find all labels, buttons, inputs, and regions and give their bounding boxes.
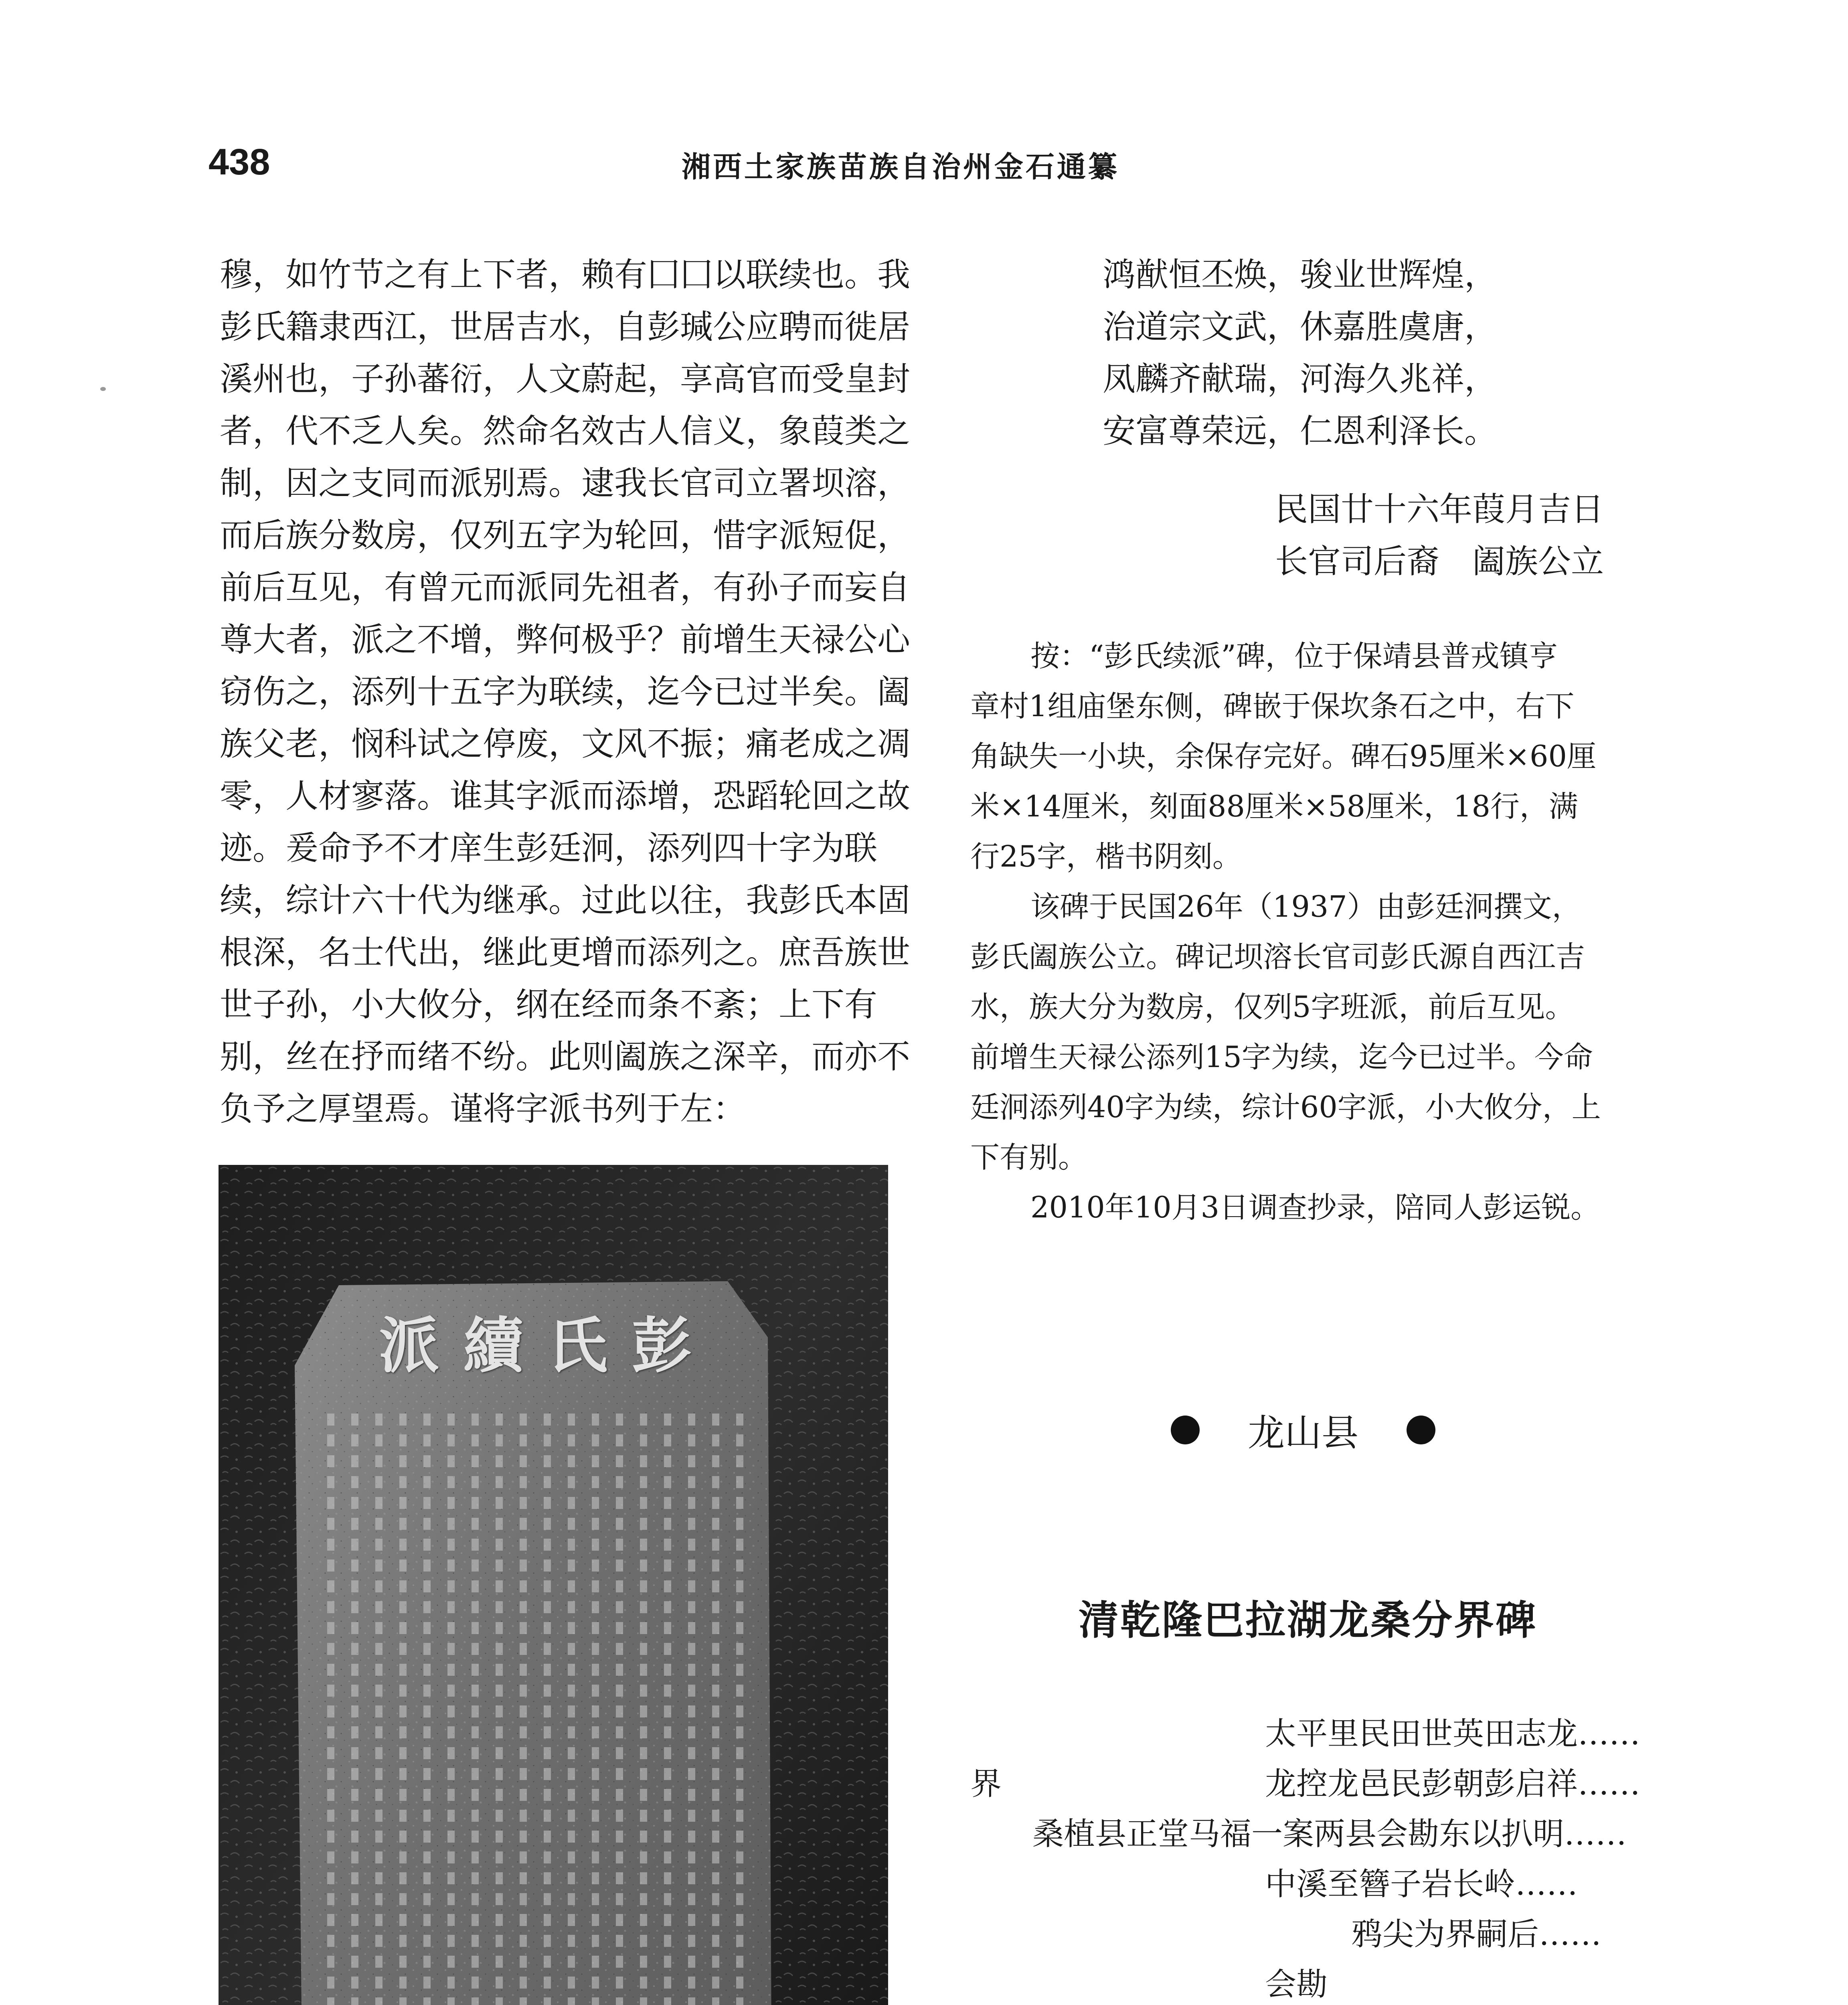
body-line: 者，代不乏人矣。然命名效古人信义，象葭类之: [220, 412, 911, 450]
date-line: 民国廿十六年葭月吉日: [1275, 490, 1604, 529]
poem-line: 安富尊荣远，仁恩利泽长。: [1103, 412, 1498, 450]
body-line: 前后互见，有曾元而派同先祖者，有孙子而妄自: [220, 569, 911, 607]
note-line: 章村1组庙堡东侧，碑嵌于保坎条石之中，右下: [970, 689, 1575, 723]
note-line: 行25字，楷书阴刻。: [970, 840, 1242, 874]
inscription-line: 鸦尖为界嗣后……: [1351, 1916, 1602, 1952]
note-line: 米×14厘米，刻面88厘米×58厘米，18行，满: [970, 790, 1578, 824]
bullet-icon: [1407, 1416, 1435, 1444]
poem-line: 治道宗文武，休嘉胜虞唐，: [1103, 308, 1498, 346]
note-line: 彭氏阖族公立。碑记坝溶长官司彭氏源自西江吉: [970, 940, 1585, 974]
inscription-line: 太平里民田世英田志龙……: [1265, 1716, 1641, 1752]
body-line: 世子孙，小大攸分，纲在经而条不紊；上下有: [220, 986, 878, 1024]
body-line: 穆，如竹节之有上下者，赖有囗囗以联续也。我: [220, 256, 911, 294]
body-line: 零，人材寥落。谁其字派而添增，恐蹈轮回之故: [220, 777, 911, 815]
poem-line: 鸿猷恒丕焕，骏业世辉煌，: [1103, 256, 1498, 294]
body-line: 负予之厚望焉。谨将字派书列于左：: [220, 1090, 746, 1128]
inscription-line: 中溪至簪子岩长岭……: [1265, 1866, 1578, 1902]
body-line: 溪州也，子孙蕃衍，人文蔚起，享高官而受皇封: [220, 360, 911, 398]
note-line: 2010年10月3日调查抄录，陪同人彭运锐。: [1030, 1191, 1600, 1225]
body-line: 迹。爰命予不才庠生彭廷泂，添列四十字为联: [220, 829, 878, 867]
note-line: 下有别。: [970, 1140, 1087, 1175]
body-line: 制，因之支同而派别焉。逮我长官司立署坝溶，: [220, 464, 911, 502]
inscription-line: 会勘: [1265, 1967, 1328, 2003]
county-heading: [1171, 1404, 1435, 1456]
stray-mark: [100, 387, 106, 391]
county-name: 龙山县: [1248, 1412, 1359, 1454]
body-line: 族父老，悯科试之停废，文风不振；痛老成之凋: [220, 725, 911, 763]
stele-photo: [219, 1165, 888, 2005]
inscription-line: 桑植县正堂马福一案两县会勘东以扒明……: [1032, 1816, 1627, 1852]
poem-line: 凤麟齐献瑞，河海久兆祥，: [1103, 360, 1498, 398]
note-line: 前增生天禄公添列15字为续，迄今已过半。今命: [970, 1040, 1593, 1074]
stele-heading: 派續氏彭: [379, 1310, 716, 1381]
body-line: 根深，名士代出，继此更增而添列之。庶吾族世: [220, 934, 911, 972]
running-title: 湘西土家族苗族自治州金石通纂: [682, 150, 1120, 184]
body-line: 窃伤之，添列十五字为联续，迄今已过半矣。阖: [220, 673, 911, 711]
inscription-line: 龙控龙邑民彭朝彭启祥……: [1265, 1766, 1641, 1802]
inscription-line: 界: [970, 1766, 1002, 1802]
note-line: 水，族大分为数房，仅列5字班派，前后互见。: [970, 990, 1575, 1024]
stele-title: 清乾隆巴拉湖龙桑分界碑: [1079, 1597, 1537, 1644]
page-number: 438: [208, 142, 270, 182]
body-line: 尊大者，派之不增，弊何极乎？前增生天禄公心: [220, 621, 911, 659]
body-line: 彭氏籍隶西江，世居吉水，自彭瑊公应聘而徙居: [220, 308, 911, 346]
bullet-icon: [1171, 1416, 1200, 1444]
note-line: 廷泂添列40字为续，综计60字派，小大攸分，上: [970, 1090, 1601, 1124]
signature-line: 长官司后裔 阖族公立: [1275, 543, 1604, 581]
note-line: 角缺失一小块，余保存完好。碑石95厘米×60厘: [970, 739, 1596, 774]
body-line: 别，丝在抒而绪不纷。此则阖族之深辛，而亦不: [220, 1038, 911, 1076]
note-line: 该碑于民国26年（1937）由彭廷泂撰文，: [1030, 890, 1581, 924]
body-line: 而后族分数房，仅列五字为轮回，惜字派短促，: [220, 516, 911, 555]
body-line: 续，综计六十代为继承。过此以往，我彭氏本固: [220, 881, 911, 919]
note-line: 按：“彭氏续派”碑，位于保靖县普戎镇亨: [1030, 639, 1558, 673]
